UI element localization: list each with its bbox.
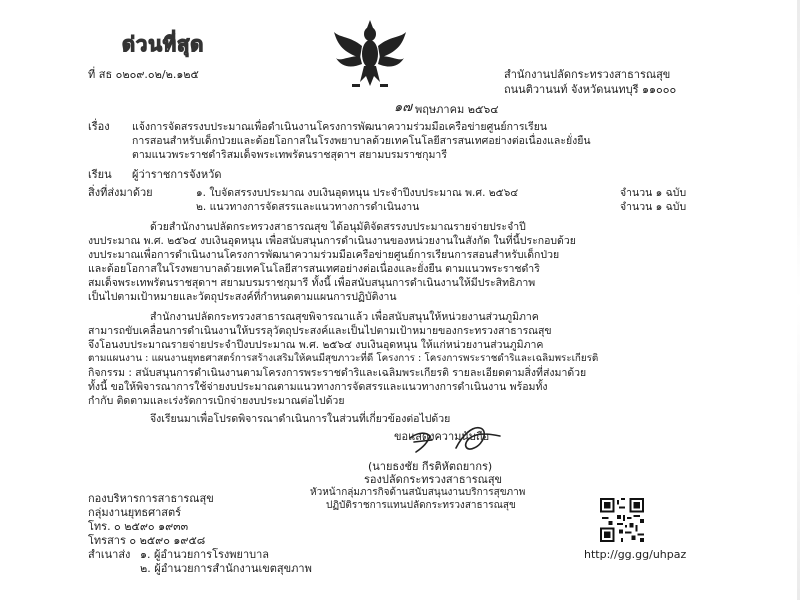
date-day: ๑๗ (394, 100, 413, 115)
cc-item: ๒. ผู้อำนวยการสำนักงานเขตสุขภาพ (140, 562, 312, 575)
signer-title: หัวหน้ากลุ่มภารกิจด้านสนับสนุนงานบริการสุขภาพ (310, 487, 526, 498)
enclosure-item: ๑. ใบจัดสรรงบประมาณ งบเงินอุดหนุน ประจำปีงบประมาณ พ.ศ. ๒๕๖๔ (196, 187, 519, 199)
subject-line: แจ้งการจัดสรรงบประมาณเพื่อดำเนินงานโครงการพัฒนาความร่วมมือเครือข่ายศูนย์การเรียน (132, 121, 548, 133)
enclosure-qty: จำนวน ๑ ฉบับ (620, 201, 687, 213)
para2-line: สามารถขับเคลื่อนการดำเนินงานให้บรรลุวัตถุประสงค์และเป็นไปตามเป้าหมายของกระทรวงสาธารณสุข (88, 325, 552, 337)
recipient-value: ผู้ว่าราชการจังหวัด (132, 168, 222, 181)
para2-line: ตามแผนงาน : แผนงานยุทธศาสตร์การสร้างเสริมให้คนมีสุขภาวะที่ดี โครงการ : โครงการพระราชดำริและเฉลิมพระเกียรติ (88, 353, 599, 364)
enclosure-qty: จำนวน ๑ ฉบับ (620, 187, 687, 199)
cc-item: ๑. ผู้อำนวยการโรงพยาบาล (140, 548, 270, 561)
footer-fax: โทรสาร ๐ ๒๕๙๐ ๑๙๕๘ (88, 534, 206, 547)
para1-line: ด้วยสำนักงานปลัดกระทรวงสาธารณสุข ได้อนุมัติจัดสรรงบประมาณรายจ่ายประจำปี (150, 221, 526, 233)
garuda-emblem-icon (330, 12, 410, 92)
footer-group: กลุ่มงานยุทธศาสตร์ (88, 506, 182, 519)
para1-line: งบประมาณเพื่อการดำเนินงานโครงการพัฒนาความร่วมมือเครือข่ายศูนย์การเรียนการสอนสำหรับเด็กป่วย (88, 249, 560, 261)
para1-line: งบประมาณ พ.ศ. ๒๕๖๔ งบเงินอุดหนุน เพื่อสนับสนุนการดำเนินงานของหน่วยงานในสังกัด ในที่นี้ประกอบด้วย (88, 235, 576, 247)
para2-line: จึงโอนงบประมาณรายจ่ายประจำปีงบประมาณ พ.ศ. ๒๕๖๔ งบเงินอุดหนุน ให้แก่หน่วยงานส่วนภูมิภาค (88, 339, 544, 351)
urgent-stamp: ด่วนที่สุด (122, 32, 205, 56)
short-url: http://gg.gg/uhpaz (584, 548, 687, 561)
para1-line: และด้อยโอกาสในโรงพยาบาลด้วยเทคโนโลยีสารสนเทศอย่างต่อเนื่องและยั่งยืน ตามแนวพระราชดำริ (88, 263, 540, 275)
signer-title: ปฏิบัติราชการแทนปลัดกระทรวงสาธารณสุข (326, 500, 516, 511)
footer-division: กองบริหารการสาธารณสุข (88, 492, 214, 505)
office-name: สำนักงานปลัดกระทรวงสาธารณสุข (504, 68, 671, 81)
qr-code-icon (600, 498, 644, 542)
signer-title: รองปลัดกระทรวงสาธารณสุข (364, 473, 503, 486)
salutation: ขอแสดงความนับถือ (394, 430, 490, 443)
para2-line: กำกับ ติดตามและเร่งรัดการเบิกจ่ายงบประมาณต่อไปด้วย (88, 395, 345, 407)
enclosure-item: ๒. แนวทางการจัดสรรและแนวทางการดำเนินงาน (196, 201, 420, 213)
para2-line: ทั้งนี้ ขอให้พิจารณาการใช้จ่ายงบประมาณตามแนวทางการจัดสรรและแนวทางการดำเนินงาน พร้อมทั้ง (88, 381, 548, 393)
doc-number: ที่ สธ ๐๒๐๙.๐๒/๒.๑๒๕ (88, 68, 199, 81)
para1-line: เป็นไปตามเป้าหมายและวัตถุประสงค์ที่กำหนดตามแผนการปฏิบัติงาน (88, 291, 397, 303)
footer-phone: โทร. ๐ ๒๕๙๐ ๑๙๓๓ (88, 520, 189, 533)
handwritten-signature (400, 418, 510, 458)
cc-label: สำเนาส่ง (88, 548, 131, 561)
date-month-year: พฤษภาคม ๒๕๖๔ (415, 103, 499, 116)
signer-name: (นายธงชัย กีรติหัตถยากร) (368, 460, 493, 473)
subject-line: ตามแนวพระราชดำริสมเด็จพระเทพรัตนราชสุดาฯ สยามบรมราชกุมารี (132, 149, 447, 161)
office-address: ถนนติวานนท์ จังหวัดนนทบุรี ๑๑๐๐๐ (504, 83, 677, 96)
para1-line: สมเด็จพระเทพรัตนราชสุดาฯ สยามบรมราชกุมารี ทั้งนี้ เพื่อสนับสนุนการดำเนินงานให้มีประสิทธิภาพ (88, 277, 536, 289)
subject-line: การสอนสำหรับเด็กป่วยและด้อยโอกาสในโรงพยาบาลด้วยเทคโนโลยีสารสนเทศอย่างต่อเนื่องและยั่งยืน (132, 135, 591, 147)
para2-line: สำนักงานปลัดกระทรวงสาธารณสุขพิจารณาแล้ว เพื่อสนับสนุนให้หน่วยงานส่วนภูมิภาค (150, 311, 539, 323)
recipient-label: เรียน (88, 168, 112, 181)
subject-label: เรื่อง (88, 120, 110, 133)
closing-request: จึงเรียนมาเพื่อโปรดพิจารณาดำเนินการในส่วนที่เกี่ยวข้องต่อไปด้วย (150, 413, 451, 425)
enclosures-label: สิ่งที่ส่งมาด้วย (88, 186, 153, 199)
para2-line: กิจกรรม : สนับสนุนการดำเนินงานตามโครงการพระราชดำริและเฉลิมพระเกียรติ รายละเอียดตามสิ่งที่ส่งมาด้วย (88, 367, 587, 379)
